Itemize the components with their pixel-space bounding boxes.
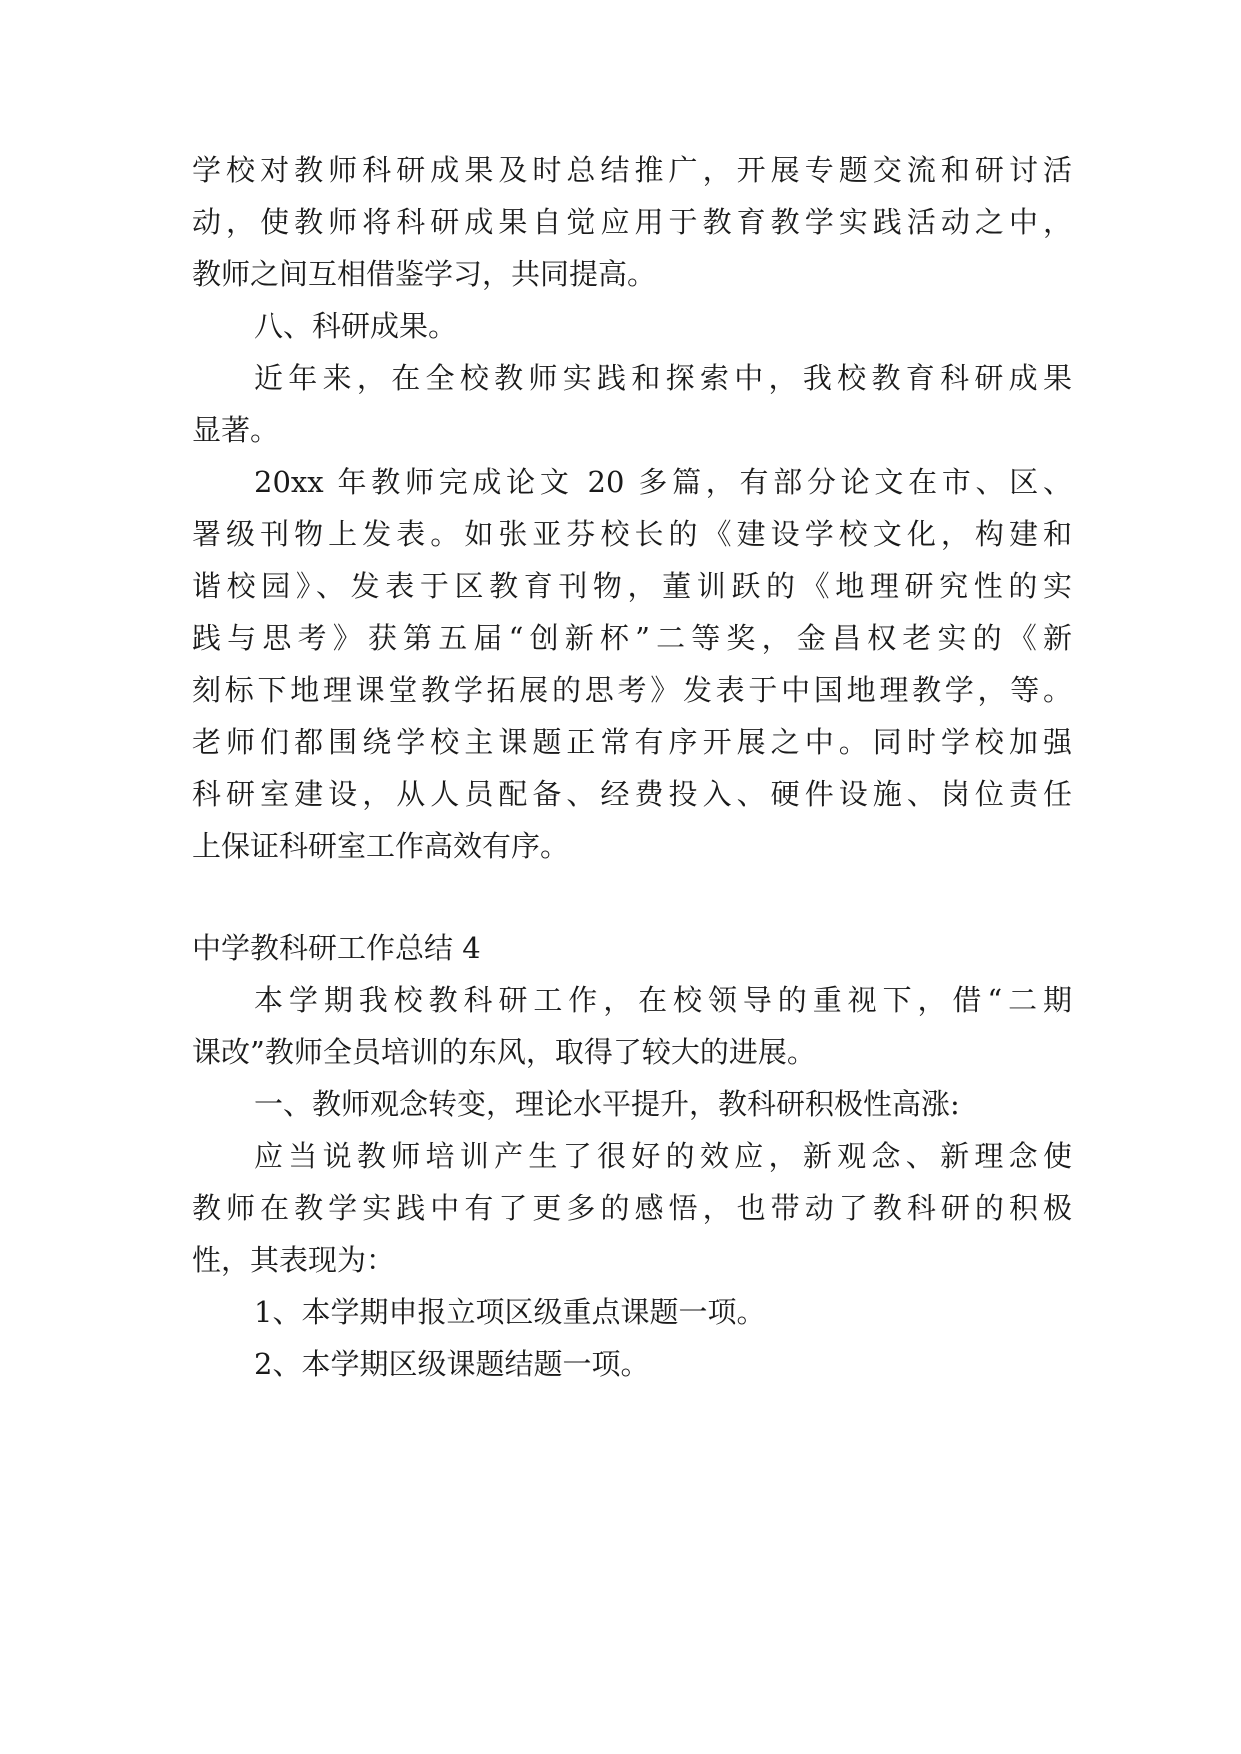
text-line: 应当说教师培训产生了很好的效应，新观念、新理念使: [254, 1139, 1072, 1173]
text-line: 动，使教师将科研成果自觉应用于教育教学实践活动之中，: [192, 205, 1072, 239]
item-title: 一、教师观念转变，理论水平提升，教科研积极性高涨:: [254, 1087, 960, 1121]
text-line: 课改”教师全员培训的东风，取得了较大的进展。: [192, 1035, 816, 1069]
text-line: 近年来，在全校教师实践和探索中，我校教育科研成果: [254, 361, 1072, 395]
text-line: 科研室建设，从人员配备、经费投入、硬件设施、岗位责任: [192, 777, 1072, 811]
text-line: 显著。: [192, 413, 280, 447]
text-line: 谐校园》、发表于区教育刊物，董训跃的《地理研究性的实: [192, 569, 1072, 603]
text-line: 教师之间互相借鉴学习，共同提高。: [192, 257, 657, 291]
text-line: 署级刊物上发表。如张亚芬校长的《建设学校文化，构建和: [192, 517, 1072, 551]
section-title: 八、科研成果。: [254, 309, 458, 343]
text-line: 践与思考》获第五届“创新杯”二等奖，金昌权老实的《新: [192, 621, 1072, 655]
section-heading: 中学教科研工作总结 4: [192, 931, 481, 965]
text-line: 老师们都围绕学校主课题正常有序开展之中。同时学校加强: [192, 725, 1072, 759]
text-line: 教师在教学实践中有了更多的感悟，也带动了教科研的积极: [192, 1191, 1072, 1225]
text-line: 性，其表现为：: [192, 1243, 396, 1277]
text-line: 上保证科研室工作高效有序。: [192, 829, 570, 863]
list-item: 2、本学期区级课题结题一项。: [254, 1347, 650, 1381]
list-item: 1、本学期申报立项区级重点课题一项。: [254, 1295, 766, 1329]
text-line: 20xx 年教师完成论文 20 多篇，有部分论文在市、区、: [254, 465, 1072, 499]
text-line: 刻标下地理课堂教学拓展的思考》发表于中国地理教学，等。: [192, 673, 1072, 707]
text-line: 学校对教师科研成果及时总结推广，开展专题交流和研讨活: [192, 153, 1072, 187]
text-line: 本学期我校教科研工作，在校领导的重视下，借“二期: [254, 983, 1072, 1017]
